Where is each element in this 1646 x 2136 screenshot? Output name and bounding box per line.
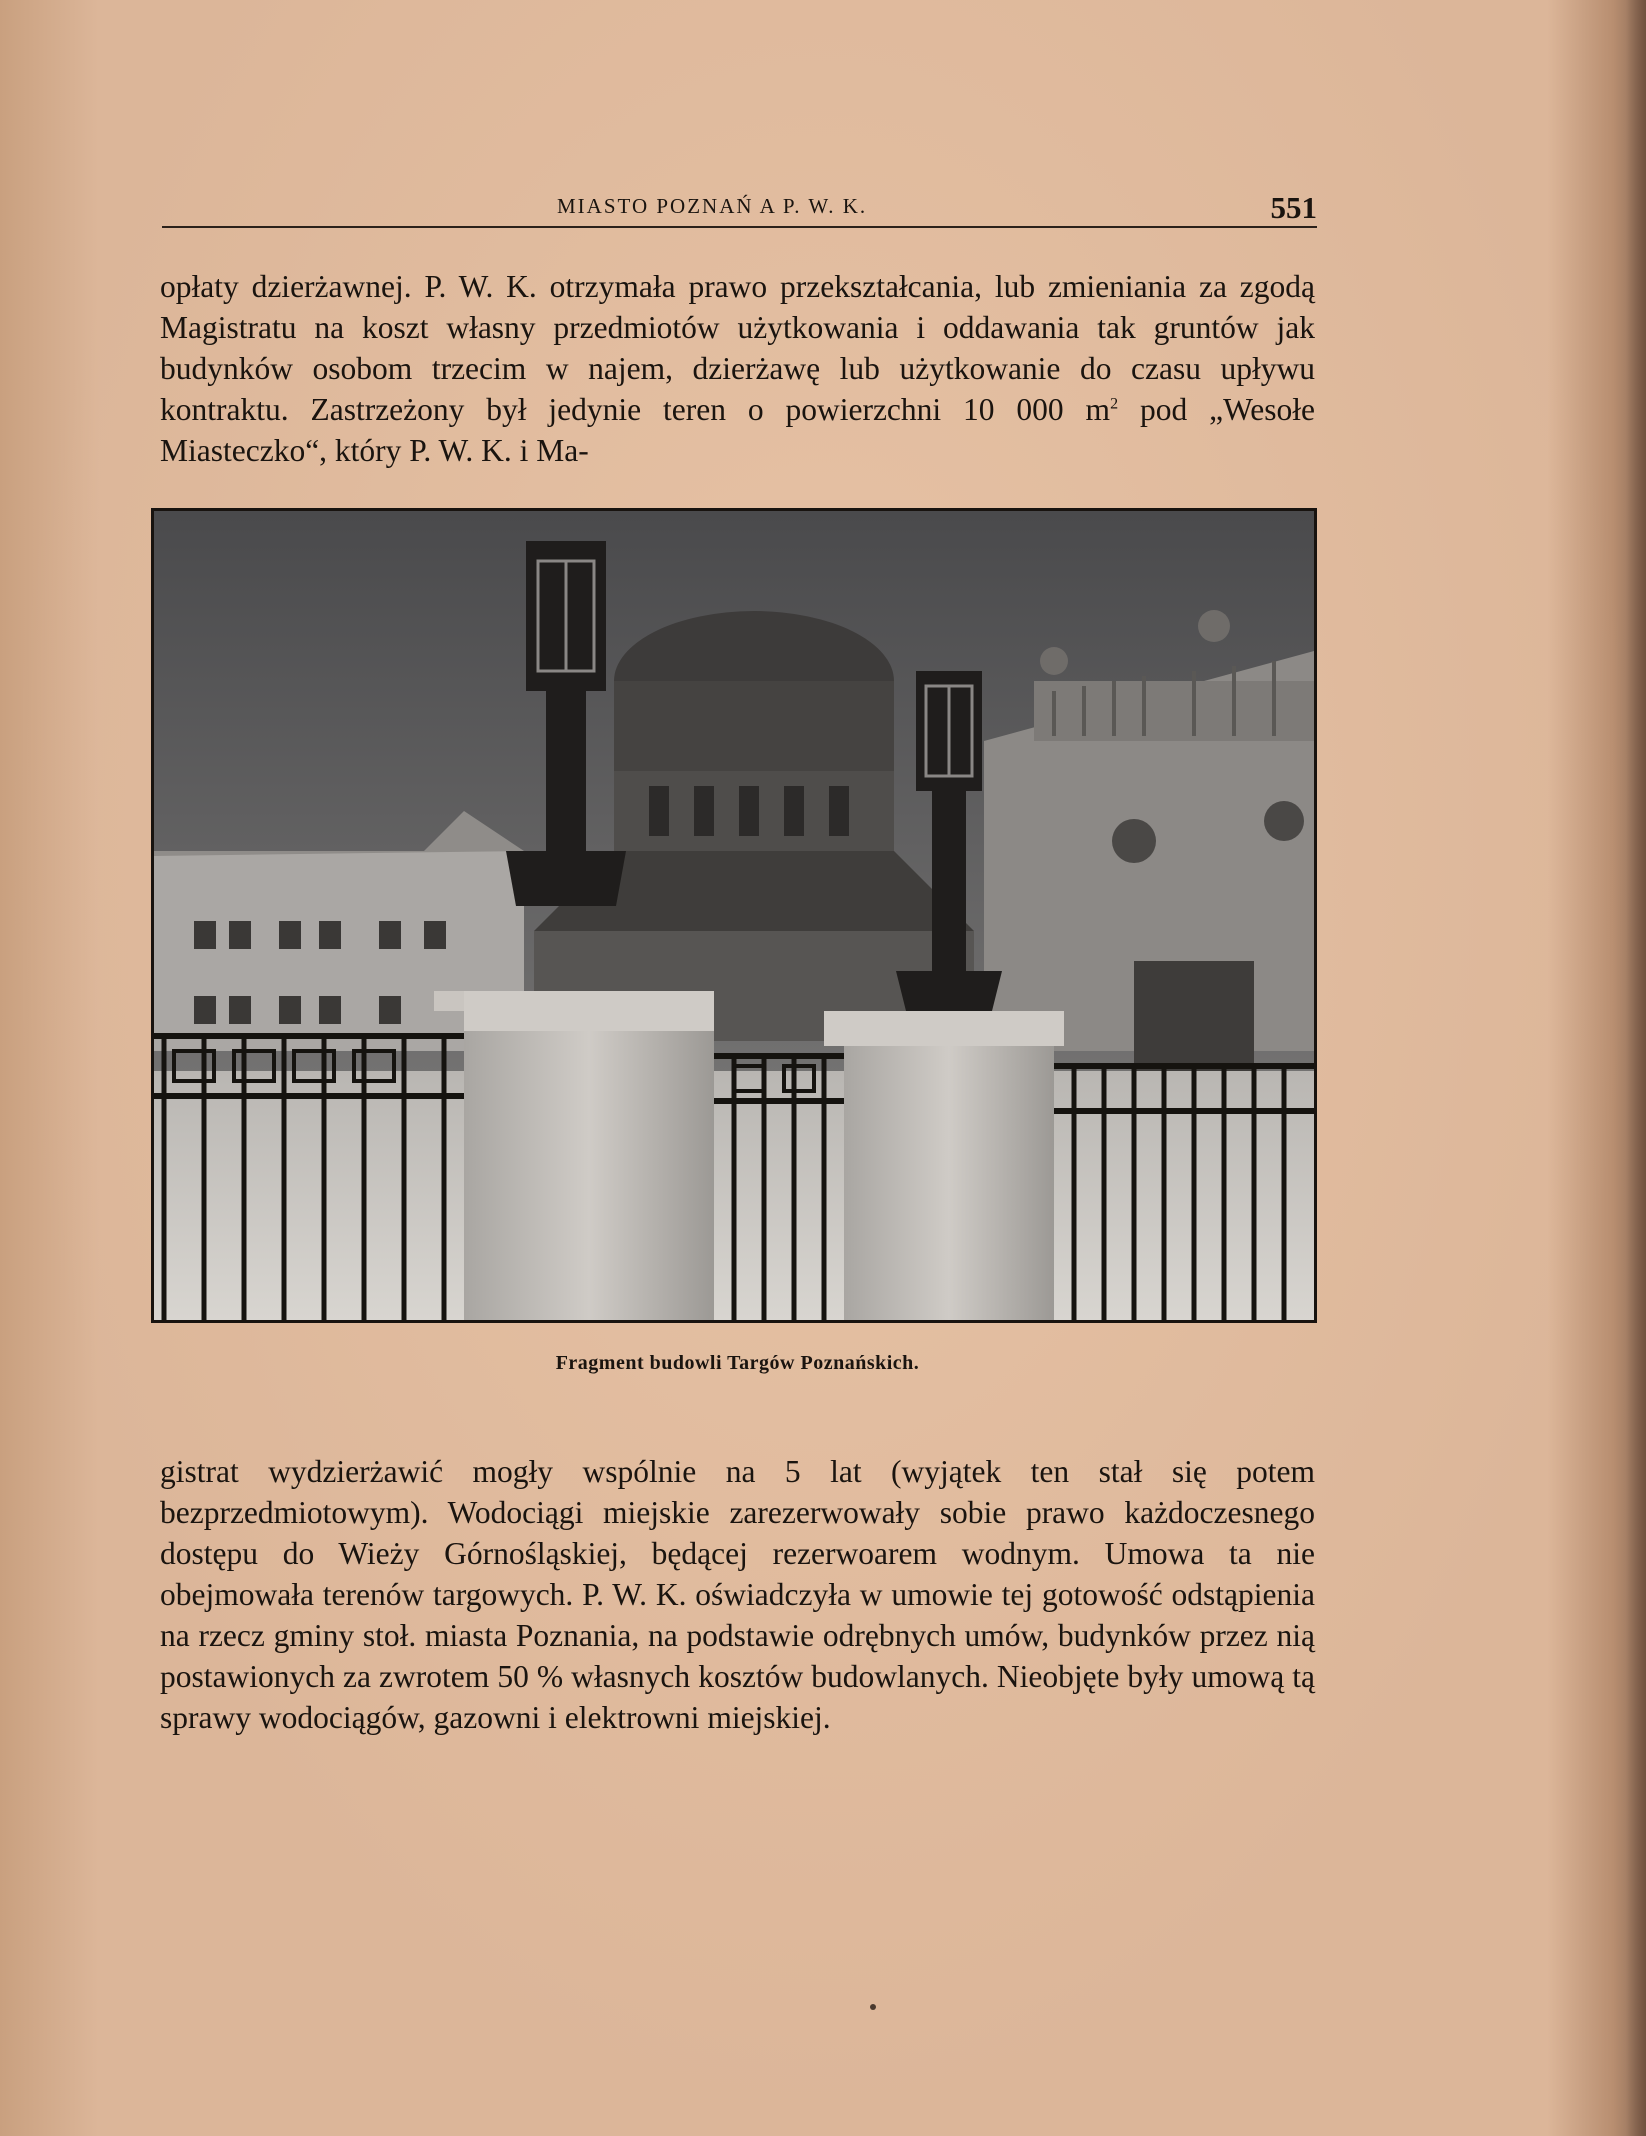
figure-caption: Fragment budowli Targów Poznańskich. (555, 1352, 920, 1374)
paragraph-1-text-a: opłaty dzierżawnej. P. W. K. otrzymała prawo przekształcania, lub zmieniania za zgodą Magistratu na koszt własny przedmiotów użytkowania i oddawania tak gruntów jak budynków osobom trzecim w najem, dzierżawę lub użytkowanie do czasu upływu kontraktu. Zastrzeżony był jedynie teren o powierzchni 10 000 m (160, 269, 1315, 427)
figure-photo (151, 508, 1317, 1323)
paragraph-2: gistrat wydzierżawić mogły wspólnie na 5 lat (wyjątek ten stał się potem bezprzedmiotowym). Wodociągi miejskie zarezerwowały sobie prawo każdoczesnego dostępu do Wieży Górnośląskiej, będącej rezerwoarem wodnym. Umowa ta nie obejmowała terenów targowych. P. W. K. oświadczyła w umowie tej gotowość odstąpienia na rzecz gminy stoł. miasta Poznania, na podstawie odrębnych umów, budynków przez nią postawionych za zwrotem 50 % własnych kosztów budowlanych. Nieobjęte były umową tą sprawy wodociągów, gazowni i elektrowni miejskiej. (160, 1454, 1315, 1735)
header-rule (162, 226, 1317, 228)
page-edge-shadow (1626, 0, 1646, 2136)
page-number: 551 (1270, 190, 1317, 225)
paragraph-1-text-b: pod „Wesołe Miasteczko“, który P. W. K. i Ma- (160, 392, 1316, 468)
page-header (162, 190, 1317, 230)
photo-illustration (154, 511, 1314, 1320)
paragraph-1 (160, 266, 1315, 471)
superscript-2: 2 (1110, 395, 1119, 413)
running-title: MIASTO POZNAŃ A P. W. K. (557, 194, 868, 218)
paper-speck (870, 2004, 876, 2010)
